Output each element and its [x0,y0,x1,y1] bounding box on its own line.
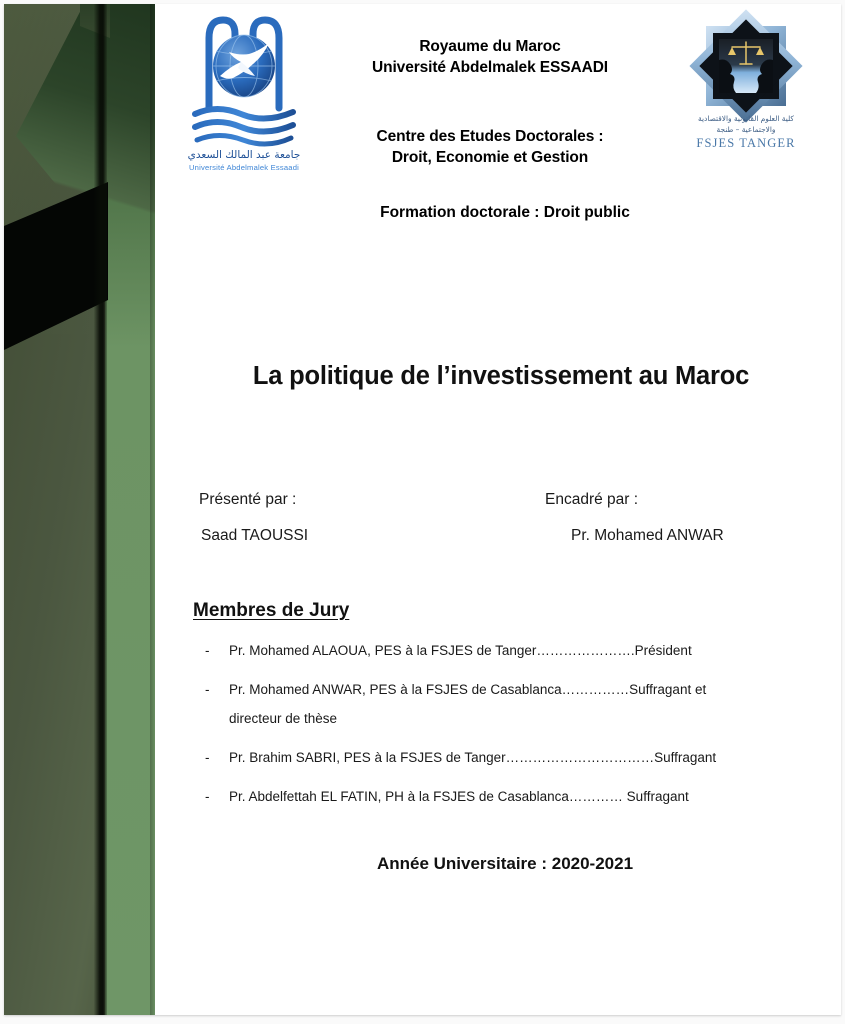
presented-by-name: Saad TAOUSSI [201,527,309,544]
presented-by-column [199,482,308,554]
decorative-green-band [4,4,155,1015]
band-dark-seam [94,4,107,1015]
jury-member-row [193,782,813,811]
header-center-line1: Centre des Etudes Doctorales : [376,128,604,145]
thesis-title: La politique de l’investissement au Maroc [252,362,750,390]
jury-member-text: Pr. Abdelfettah EL FATIN, PH à la FSJES de Casablanca………… Suffragant [229,789,689,804]
logo-arabic-line1: كلية العلوم القانونية والاقتصادية [698,114,794,123]
jury-member-text: Pr. Brahim SABRI, PES à la FSJES de Tanger……………………………Suffragant [229,750,717,765]
header-center-line2: Droit, Economie et Gestion [391,149,589,166]
byline-block [155,482,841,558]
header-university-line: Université Abdelmalek ESSAADI [372,59,608,76]
logo-arabic-name: جامعة عبد المالك السعدي [187,149,301,161]
page-content [155,4,841,1015]
logo-arabic-line2: والاجتماعية – طنجة [716,125,776,134]
header-kingdom-line: Royaume du Maroc [419,38,561,55]
logo-latin-name: Université Abdelmalek Essaadi [188,163,300,172]
document-header [155,4,841,189]
academic-year-line [155,854,841,874]
jury-member-text-continuation: directeur de thèse [229,711,338,726]
jury-member-list [193,636,813,821]
jury-member-row [193,636,813,665]
logo-latin-name: FSJES TANGER [696,136,796,150]
jury-member-text: Pr. Mohamed ANWAR, PES à la FSJES de Casablanca……………Suffragant et [229,682,707,697]
supervised-by-label: Encadré par : [545,491,639,508]
supervised-by-column [545,482,724,554]
header-formation-line: Formation doctorale : Droit public [380,204,630,221]
bullet-dash: - [205,682,210,697]
jury-member-row [193,743,813,772]
page-sheet [4,4,841,1015]
universite-abdelmalek-essaadi-logo [183,10,305,175]
jury-member-row [193,675,813,733]
header-institution-block [310,36,670,78]
academic-year-text: Année Universitaire : 2020-2021 [376,854,634,873]
bullet-dash: - [205,643,210,658]
bullet-dash: - [205,789,210,804]
bullet-dash: - [205,750,210,765]
jury-heading: Membres de Jury [193,600,350,621]
supervised-by-name: Pr. Mohamed ANWAR [571,527,724,544]
fsjes-tanger-logo [671,8,821,158]
header-doctoral-center-block [300,126,680,168]
jury-member-text: Pr. Mohamed ALAOUA, PES à la FSJES de Tanger………………….Président [229,643,692,658]
presented-by-label: Présenté par : [199,491,297,508]
